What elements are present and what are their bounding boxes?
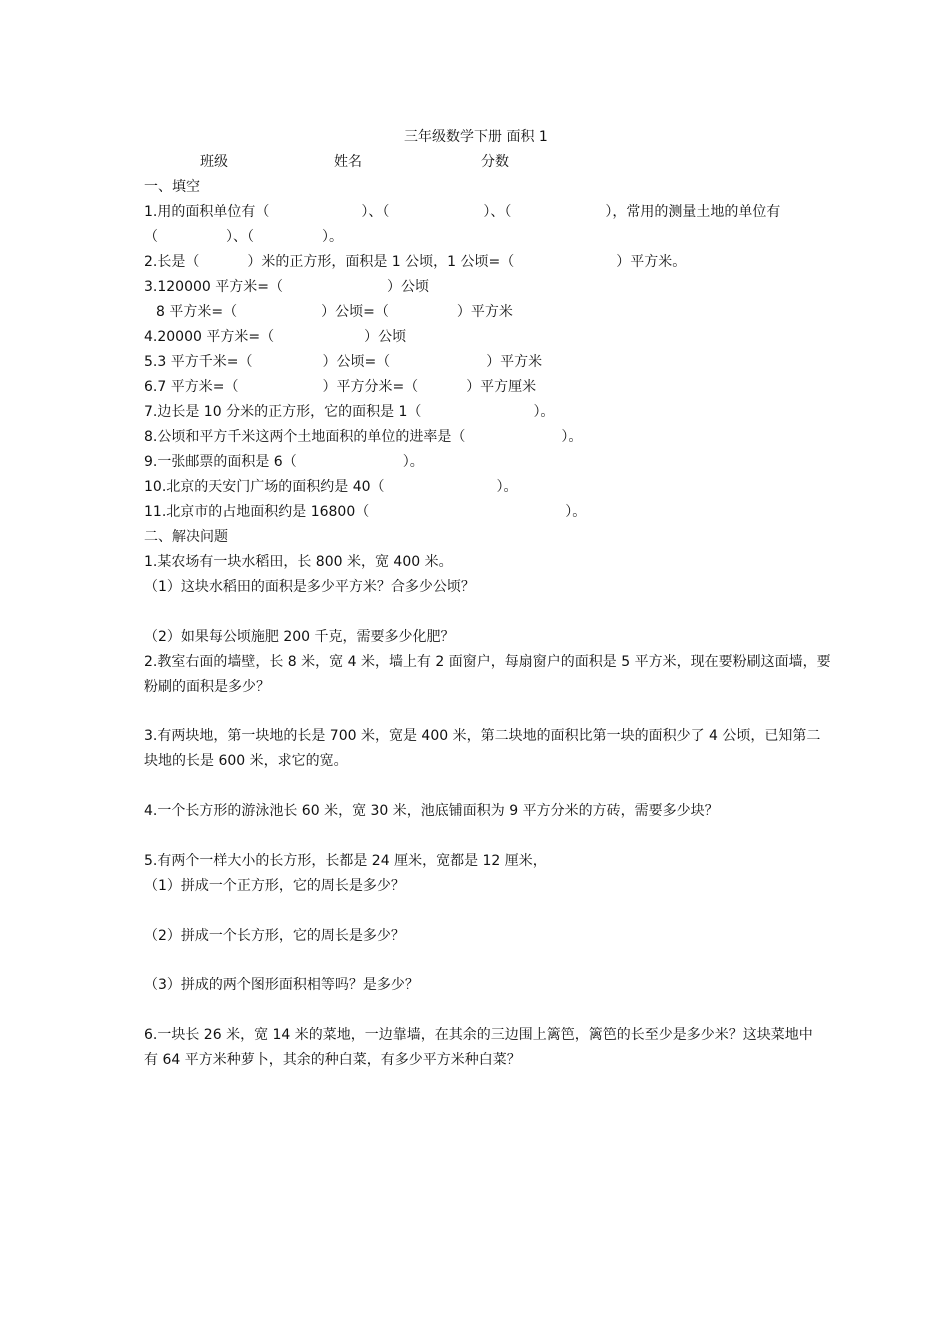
- problem-6-line-2: 有 64 平方米种萝卜，其余的种白菜，有多少平方米种白菜？: [144, 1052, 521, 1068]
- question-9: 9.一张邮票的面积是 6（ ）。: [144, 454, 424, 470]
- name-label: 姓名: [334, 154, 362, 170]
- problem-2-line-1: 2.教室右面的墙壁，长 8 米，宽 4 米，墙上有 2 面窗户，每扇窗户的面积是 5 平方米，现在要粉刷这面墙，要: [144, 654, 831, 670]
- class-label: 班级: [200, 154, 228, 170]
- problem-1-part-2: （2）如果每公顷施肥 200 千克，需要多少化肥？: [144, 629, 455, 645]
- worksheet-title: 三年级数学下册 面积 1: [404, 129, 548, 145]
- score-label: 分数: [481, 154, 509, 170]
- question-3b: 8 平方米=（ ）公顷=（ ）平方米: [156, 304, 513, 320]
- question-3a: 3.120000 平方米=（ ）公顷: [144, 279, 429, 295]
- problem-2-line-2: 粉刷的面积是多少？: [144, 679, 270, 695]
- question-1a: 1.用的面积单位有（ ）、（ ）、（ ），常用的测量土地的单位有: [144, 204, 781, 220]
- question-7: 7.边长是 10 分米的正方形，它的面积是 1（ ）。: [144, 404, 555, 420]
- problem-3-line-1: 3.有两块地，第一块地的长是 700 米，宽是 400 米，第二块地的面积比第一块的面积少了 4 公顷，已知第二: [144, 728, 821, 744]
- question-4: 4.20000 平方米=（ ）公顷: [144, 329, 407, 345]
- question-6: 6.7 平方米=（ ）平方分米=（ ）平方厘米: [144, 379, 537, 395]
- question-10: 10.北京的天安门广场的面积约是 40（ ）。: [144, 479, 518, 495]
- problem-4: 4.一个长方形的游泳池长 60 米，宽 30 米，池底铺面积为 9 平方分米的方砖，需要多少块？: [144, 803, 719, 819]
- problem-5-part-3: （3）拼成的两个图形面积相等吗？是多少？: [144, 977, 419, 993]
- question-8: 8.公顷和平方千米这两个土地面积的单位的进率是（ ）。: [144, 429, 583, 445]
- question-1b: （ ）、（ ）。: [144, 229, 343, 245]
- question-11: 11.北京市的占地面积约是 16800（ ）。: [144, 504, 587, 520]
- section-heading-problems: 二、解决问题: [144, 529, 228, 545]
- problem-5-part-2: （2）拼成一个长方形，它的周长是多少？: [144, 928, 405, 944]
- problem-6-line-1: 6.一块长 26 米，宽 14 米的菜地，一边靠墙，在其余的三边围上篱笆，篱笆的长至少是多少米？这块菜地中: [144, 1027, 813, 1043]
- problem-3-line-2: 块地的长是 600 米，求它的宽。: [144, 753, 348, 769]
- problem-1: 1.某农场有一块水稻田，长 800 米，宽 400 米。: [144, 554, 453, 570]
- problem-5: 5.有两个一样大小的长方形，长都是 24 厘米，宽都是 12 厘米，: [144, 853, 547, 869]
- problem-5-part-1: （1）拼成一个正方形，它的周长是多少？: [144, 878, 405, 894]
- section-heading-fill: 一、填空: [144, 179, 200, 195]
- question-2: 2.长是（ ）米的正方形，面积是 1 公顷，1 公顷=（ ）平方米。: [144, 254, 687, 270]
- question-5: 5.3 平方千米=（ ）公顷=（ ）平方米: [144, 354, 543, 370]
- problem-1-part-1: （1）这块水稻田的面积是多少平方米？合多少公顷？: [144, 579, 475, 595]
